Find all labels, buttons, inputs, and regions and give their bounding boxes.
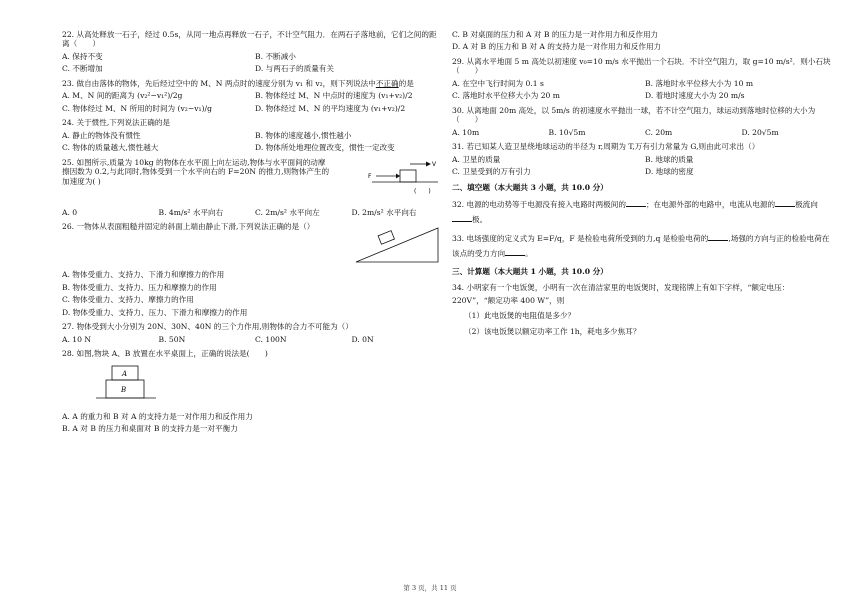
- question-24: [62, 118, 442, 152]
- answer-blank[interactable]: [626, 200, 646, 207]
- page-footer: 第 3 页，共 11 页: [403, 584, 457, 592]
- stem-part: 极流向: [795, 200, 818, 210]
- question-stem: 27. 物体受到大小分别为 20N、30N、40N 的三个力作用,则物体的合力不可能为（）: [62, 322, 353, 332]
- question-25: [62, 158, 442, 217]
- question-27: [62, 322, 442, 344]
- question-stem: [62, 79, 442, 88]
- svg-text:( ): ( ): [414, 187, 431, 195]
- option-d: D. A 对 B 的压力和 B 对 A 的支持力是一对作用力和反作用力: [452, 42, 662, 52]
- option-a: A. 静止的物体没有惯性: [62, 130, 141, 140]
- option-b: B. 不断减小: [255, 51, 296, 61]
- sub-question-1: （1）此电饭煲的电阻值是多少？: [464, 311, 576, 321]
- question-23: [62, 79, 442, 113]
- stem-part: 极。: [472, 214, 488, 224]
- question-34: [452, 282, 832, 336]
- answer-blank[interactable]: [505, 249, 525, 256]
- stem-part: 32. 电源的电动势等于电源没有接入电路时两极间的: [452, 200, 626, 210]
- stem-emphasis: 不正确: [375, 78, 399, 88]
- question-28-continued: [452, 30, 832, 52]
- answer-blank[interactable]: [775, 200, 795, 207]
- option-c: C. 物体经过 M、N 所用的时间为 (v₂−v₁)/g: [62, 103, 212, 113]
- option-b: B. 物体受重力、支持力、压力和摩擦力的作用: [62, 282, 217, 292]
- stem-part: 33. 电场强度的定义式为 E=F/q，F 是检验电荷所受到的力,q 是检验电荷的: [452, 234, 709, 244]
- option-a: A. 10m: [452, 127, 480, 137]
- option-a: A. 物体受重力、支持力、下滑力和摩擦力的作用: [62, 270, 225, 280]
- option-b: B. 落地时水平位移大小为 10 m: [645, 78, 754, 88]
- option-d: D. 与两石子的质量有关: [255, 64, 334, 74]
- force-label: F: [368, 172, 372, 180]
- question-28: [62, 349, 442, 433]
- left-column: [62, 30, 442, 439]
- option-b: B. 4m/s² 水平向右: [158, 207, 224, 217]
- option-a: A. M、N 间的距离为 (v₂²−v₁²)/2g: [62, 91, 183, 101]
- option-a: A. 卫星的质量: [452, 154, 501, 164]
- option-c: C. 卫星受到的万有引力: [452, 167, 531, 177]
- right-column: [452, 30, 832, 342]
- option-d: D. 2m/s² 水平向右: [351, 207, 417, 217]
- stem-part: 23. 做自由落体的物体，先后经过空中的 M、N 两点时的速度分别为 v₁ 和 v₂，则下列说法中: [62, 78, 376, 88]
- option-b: B. 物体经过 M、N 中点时的速度为 (v₁+v₂)/2: [255, 91, 413, 101]
- option-b: B. A 对 B 的压力和桌面对 B 的支持力是一对平衡力: [62, 424, 238, 434]
- question-stem: 22. 从高处释放一石子，经过 0.5s，从同一地点再释放一石子，不计空气阻力．在两石子落地前，它们之间的距离（ ）: [62, 30, 437, 49]
- question-stem: 28. 如图,物块 A、B 放置在水平桌面上，正确的说法是( ): [62, 349, 268, 359]
- option-a: A. 0: [62, 207, 78, 217]
- option-d: D. 着地时速度大小为 20 m/s: [645, 91, 745, 101]
- option-a: A. 10 N: [62, 334, 92, 344]
- option-c: C. 物体受重力、支持力、摩擦力的作用: [62, 295, 194, 305]
- option-c: C. 100N: [255, 334, 287, 344]
- question-26: [62, 222, 442, 317]
- option-d: D. 物体所处地理位置改变，惯性一定改变: [255, 143, 395, 153]
- option-d: D. 0N: [351, 334, 374, 344]
- option-a: A. 在空中飞行时间为 0.1 s: [452, 78, 544, 88]
- block-force-figure: [362, 158, 442, 198]
- question-stem: 25. 如图所示,质量为 10kg 的物体在水平面上向左运动,物体与水平面间的动摩擦因数为 0.2,与此同时,物体受到一个水平向右的 F=20N 的推力,则物体产生的加速度为( ): [62, 157, 330, 186]
- option-b: B. 10√5m: [548, 127, 586, 137]
- question-31: [452, 142, 832, 176]
- question-stem: 26. 一物体从表面粗糙并固定的斜面上端由静止下滑,下列说法正确的是（）: [62, 222, 315, 232]
- question-stem: 31. 若已知某人造卫星绕地球运动的半径为 r,周期为 T,万有引力常量为 G,则由此可求出（）: [452, 142, 760, 152]
- option-c: C. 20m: [645, 127, 673, 137]
- option-c: C. 不断增加: [62, 64, 103, 74]
- option-d: D. 物体受重力、支持力、压力、下滑力和摩擦力的作用: [62, 307, 248, 317]
- option-d: D. 物体经过 M、N 的平均速度为 (v₁+v₂)/2: [255, 103, 406, 113]
- velocity-label: V: [432, 160, 437, 168]
- option-c: C. 2m/s² 水平向左: [255, 207, 320, 217]
- stem-part: ,场强的方向与正的检验电荷在该点的受力方向: [452, 234, 830, 258]
- option-c: C. 落地时水平位移大小为 20 m: [452, 91, 560, 101]
- question-32: [452, 198, 832, 227]
- answer-blank[interactable]: [452, 215, 472, 222]
- sub-question-2: （2）该电饭煲以额定功率工作 1h，耗电多少焦耳？: [464, 326, 641, 336]
- incline-figure: [352, 222, 442, 266]
- stacked-blocks-figure: [96, 362, 166, 406]
- stem-part: ；在电源外部的电路中，电流从电源的: [645, 200, 776, 210]
- option-b: B. 50N: [158, 334, 186, 344]
- question-stem: 24. 关于惯性,下列说法正确的是: [62, 118, 171, 128]
- question-stem: 30. 从离地面 20m 高处，以 5m/s 的初速度水平抛出一球，若不计空气阻力，球运动到落地时位移的大小为（ ）: [452, 105, 816, 125]
- stem-part: 。: [525, 248, 533, 258]
- option-c: C. 物体的质量越大,惯性越大: [62, 143, 159, 153]
- section-heading-fill-in: 二、填空题（本大题共 3 小题，共 10.0 分）: [452, 182, 608, 192]
- block-a-label: A: [122, 369, 128, 378]
- option-c: C. B 对桌面的压力和 A 对 B 的压力是一对作用力和反作用力: [452, 30, 659, 39]
- question-22: [62, 30, 442, 74]
- option-b: B. 物体的速度越小,惯性越小: [255, 130, 352, 140]
- option-d: D. 20√5m: [741, 127, 779, 137]
- option-b: B. 地球的质量: [645, 154, 694, 164]
- question-stem: 34. 小明家有一个电饭煲，小明有一次在清洁家里的电饭煲时，发现铭牌上有如下字样，“额定电压：220V”，“额定功率 400 W”，则: [452, 283, 790, 306]
- section-heading-calculation: 三、计算题（本大题共 1 小题，共 10.0 分）: [452, 266, 608, 276]
- option-d: D. 地球的密度: [645, 167, 694, 177]
- option-a: A. A 的重力和 B 对 A 的支持力是一对作用力和反作用力: [62, 411, 253, 421]
- question-29: [452, 57, 832, 101]
- stem-part: 的是: [398, 78, 414, 88]
- block-b-label: B: [121, 385, 127, 394]
- option-a: A. 保持不变: [62, 51, 103, 61]
- question-33: [452, 232, 832, 261]
- question-stem: 29. 从离水平地面 5 m 高处以初速度 v₀=10 m/s 水平抛出一个石块．不计空气阻力，取 g=10 m/s²．则小石块（ ）: [452, 56, 831, 76]
- answer-blank[interactable]: [708, 234, 728, 241]
- question-30: [452, 106, 832, 137]
